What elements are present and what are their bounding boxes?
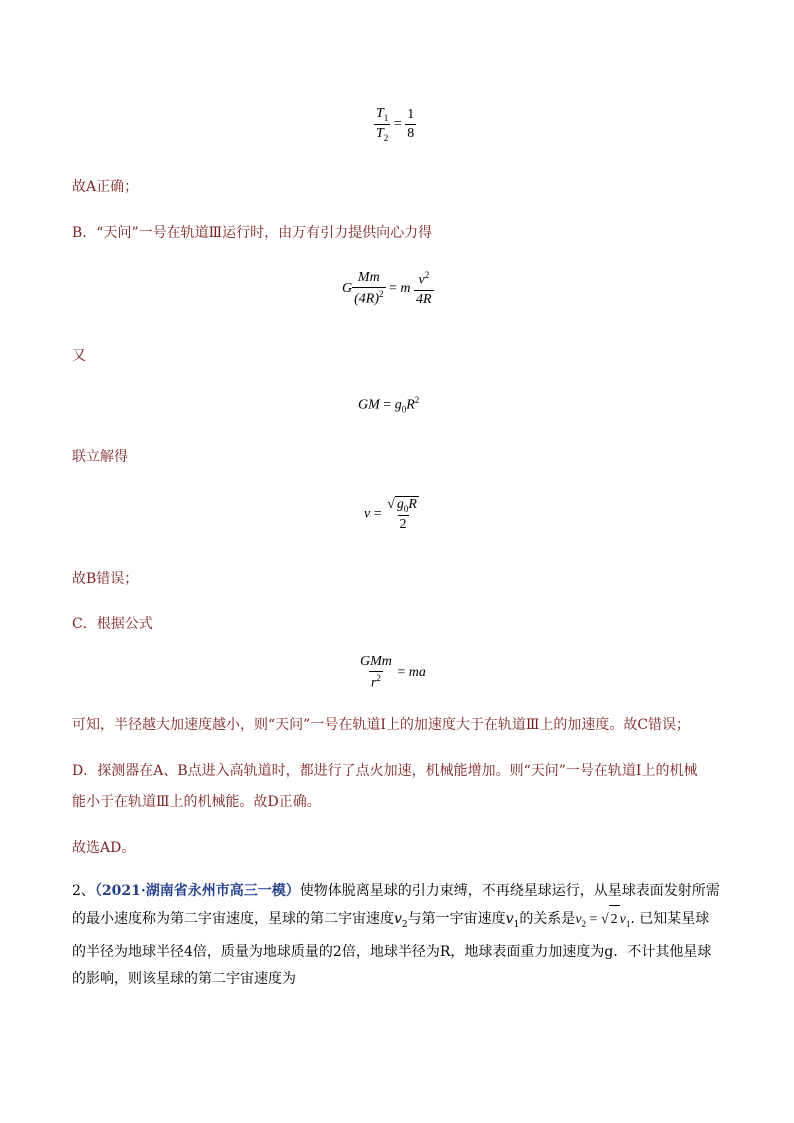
question-line-1: 2、（2021·湖南省永州市高三一模）使物体脱离星球的引力束缚，不再绕星球运行，从星球表面发射所需 [72, 883, 720, 899]
a-conclusion: 故A正确； [72, 179, 139, 195]
fraction-t1-t2: $\frac{T_1}{T_2}$ [376, 106, 389, 143]
question-line-4: 的影响，则该星球的第二宇宙速度为 [72, 970, 296, 987]
fraction-sqrt-g0r-2: $\frac{√ g_0R}{2}$ [387, 497, 417, 532]
d-line-2: 能小于在轨道Ⅲ上的机械能。故D正确。 [72, 794, 321, 810]
fraction-v2-4r: $\frac{v^2}{4R}$ [416, 270, 432, 307]
fraction-mm-4r2: $\frac{Mm}{(4R)^2}$ [354, 270, 384, 307]
combine-text: 联立解得 [72, 449, 128, 465]
question-2 [72, 878, 732, 993]
b-intro: B．“天问”一号在轨道Ⅲ运行时，由万有引力提供向心力得 [72, 225, 433, 241]
b-conclusion: 故B错误； [72, 571, 139, 587]
fraction-gmm-r2: $\frac{\text{GMm}}{r^2}$ [360, 654, 392, 691]
also-text: 又 [72, 348, 86, 364]
answer-text: 故选AD。 [72, 840, 136, 856]
c-intro: C．根据公式 [72, 616, 153, 632]
equation-velocity: v = $\frac{√ g_0R}{2}$ [364, 496, 421, 533]
equation-period-ratio: $\frac{T_1}{T_2}$ = $\frac{1}{8}$ [376, 106, 415, 143]
question-line-2: 的最小速度称为第二宇宙速度，星球的第二宇宙速度$v_2$与第一宇宙速度$v_1$的关系是$v_2$ = √ 2 $v_1$. 已知某星球 [72, 905, 732, 939]
question-source: （2021·湖南省永州市高三一模） [94, 883, 300, 899]
equation-gm-g0r2: GM = $g_0R^2$ [358, 395, 420, 415]
question-line-3: 的半径为地球半径4倍，质量为地球质量的2倍，地球半径为R，地球表面重力加速度为g．不计其他星球 [72, 943, 712, 960]
fraction-one-eighth: $\frac{1}{8}$ [407, 106, 415, 141]
equation-gmm-r2-ma: $\frac{\text{GMm}}{r^2}$ = ma [360, 654, 426, 691]
d-line-1: D．探测器在A、B点进入高轨道时，都进行了点火加速，机械能增加。则“天问”一号在轨道Ⅰ上的机械 [72, 763, 698, 779]
c-conclusion: 可知，半径越大加速度越小，则“天问”一号在轨道Ⅰ上的加速度大于在轨道Ⅲ上的加速度。故C错误； [72, 717, 691, 733]
equation-gravity-centripetal: G $\frac{Mm}{(4R)^2}$ = m $\frac{v^2}{4R}$ [342, 270, 432, 307]
